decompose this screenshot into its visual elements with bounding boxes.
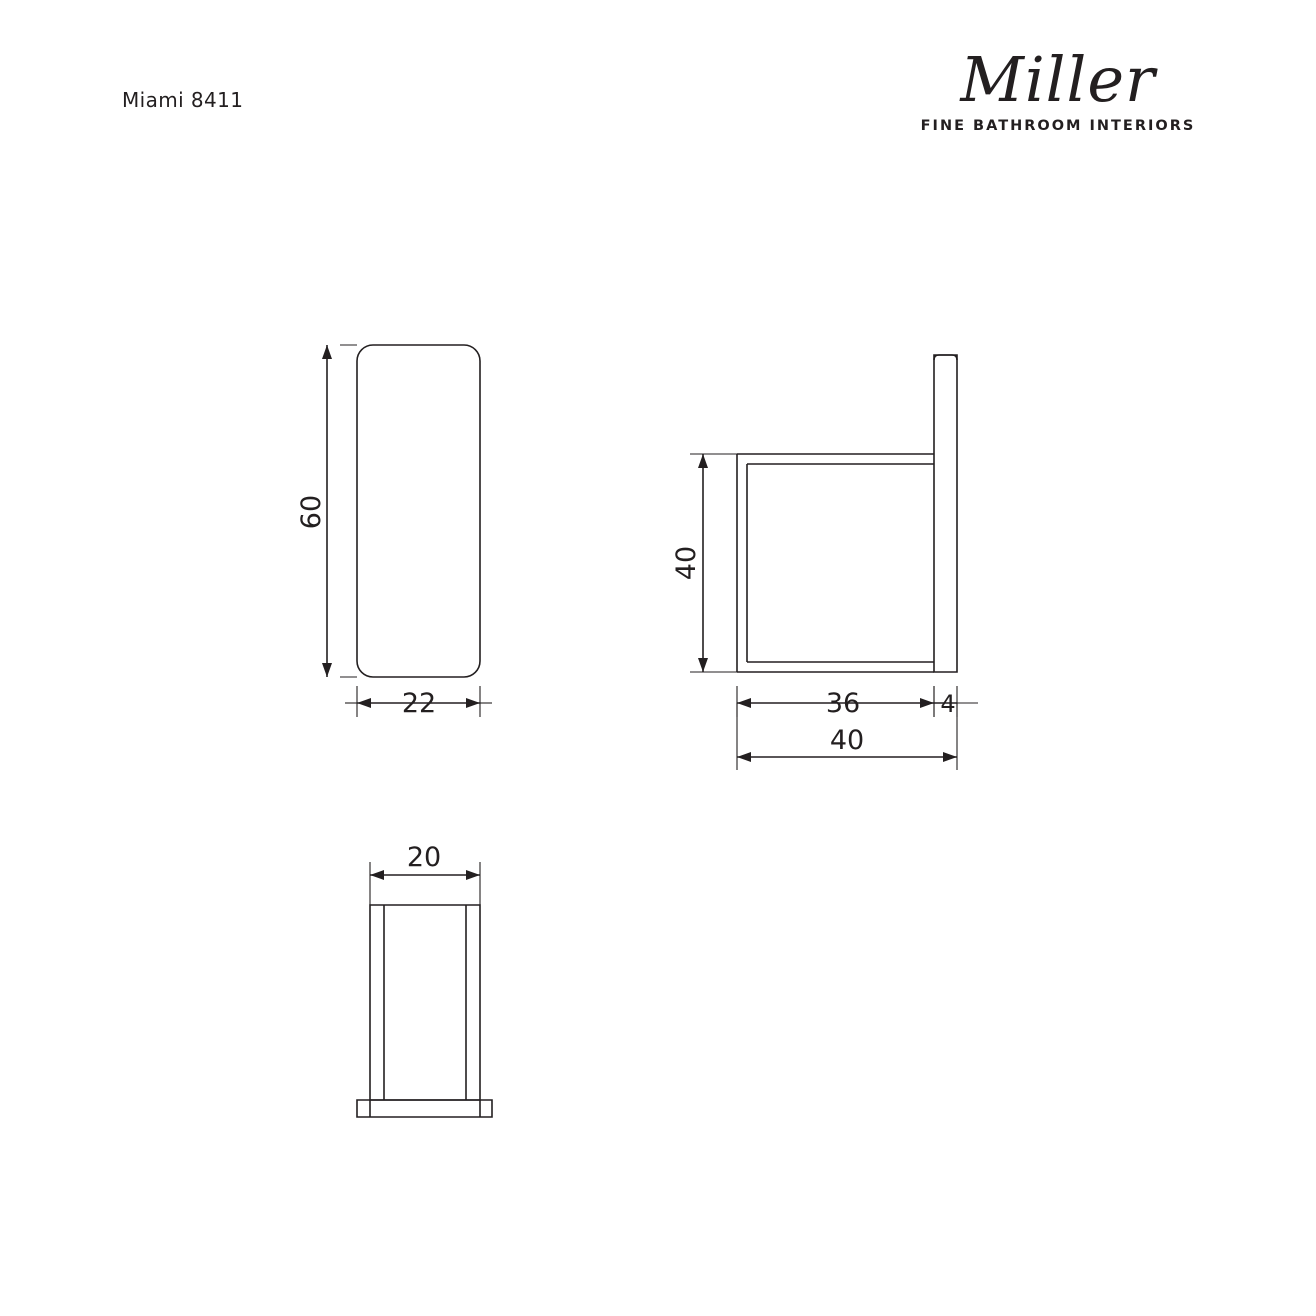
front-view-width-value: 22 (401, 688, 437, 719)
front-view-height-value: 60 (296, 494, 327, 530)
front-view-outline (357, 345, 480, 677)
side-view-height-value: 40 (671, 545, 702, 581)
side-view-plate-value: 4 (940, 690, 956, 718)
top-view-width-value: 20 (406, 842, 442, 873)
side-view-outline (737, 355, 957, 672)
product-code-label: Miami 8411 (122, 88, 244, 112)
front-view-height-dimension (327, 345, 357, 677)
brand-name: Miller (960, 43, 1156, 116)
side-view-total-value: 40 (829, 725, 865, 756)
top-view-outline (357, 905, 492, 1117)
side-view-depth-value: 36 (825, 688, 861, 719)
brand-tagline: FINE BATHROOM INTERIORS (920, 118, 1196, 134)
